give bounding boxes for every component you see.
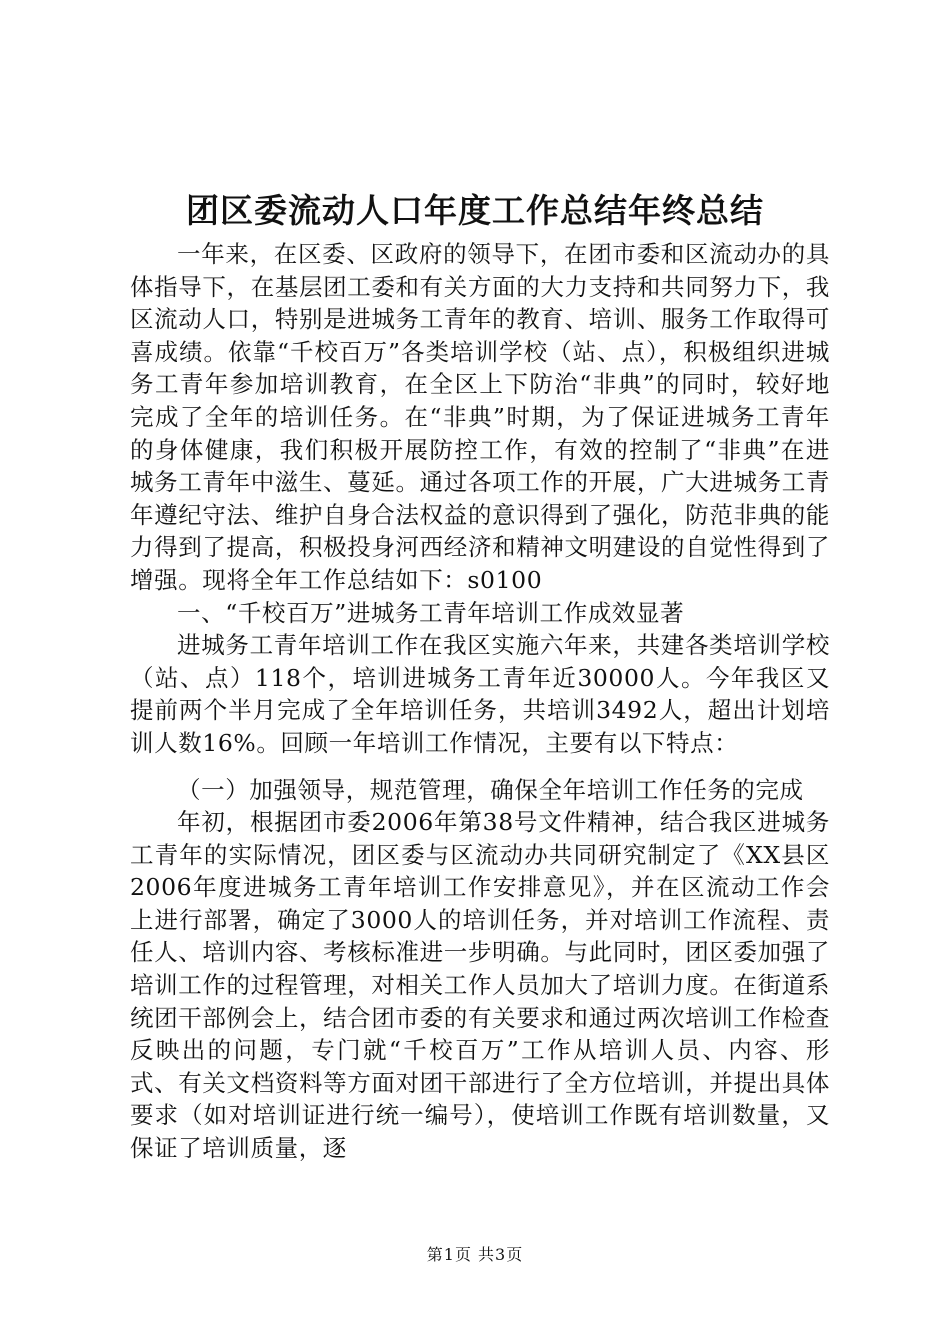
document-title: 团区委流动人口年度工作总结年终总结 [186, 191, 764, 230]
section-heading-1: 一、“千校百万”进城务工青年培训工作成效显著 [177, 598, 685, 627]
intro-paragraph: 一年来，在区委、区政府的领导下，在团市委和区流动办的具体指导下，在基层团工委和有关方面的大力支持和共同努力下，我区流动人口，特别是进城务工青年的教育、培训、服务工作取得可喜成绩。依靠“千校百万”各类培训学校（站、点），积极组织进城务工青年参加培训教育，在全区上下防治“非典”的同时，较好地完成了全年的培训任务。在“非典”时期，为了保证进城务工青年的身体健康，我们积极开展防控工作，有效的控制了“非典”在进城务工青年中滋生、蔓延。通过各项工作的开展，广大进城务工青年遵纪守法、维护自身合法权益的意识得到了强化，防范非典的能力得到了提高，积极投身河西经济和精神文明建设的自觉性得到了增强。现将全年工作总结如下：s0100 [130, 240, 830, 594]
subsection-heading-1: （一）加强领导，规范管理，确保全年培训工作任务的完成 [177, 775, 804, 804]
subsection-1-paragraph: 年初，根据团市委2006年第38号文件精神，结合我区进城务工青年的实际情况，团区委与区流动办共同研究制定了《XX县区2006年度进城务工青年培训工作安排意见》，并在区流动工作会上进行部署，确定了3000人的培训任务，并对培训工作流程、责任人、培训内容、考核标准进一步明确。与此同时，团区委加强了培训工作的过程管理，对相关工作人员加大了培训力度。在街道系统团干部例会上，结合团市委的有关要求和通过两次培训工作检查反映出的问题，专门就“千校百万”工作从培训人员、内容、形式、有关文档资料等方面对团干部进行了全方位培训，并提出具体要求（如对培训证进行统一编号），使培训工作既有培训数量，又保证了培训质量，逐 [130, 808, 830, 1163]
document-body [130, 238, 830, 1165]
section-1-paragraph: 进城务工青年培训工作在我区实施六年来，共建各类培训学校（站、点）118个，培训进城务工青年近30000人。今年我区又提前两个半月完成了全年培训任务，共培训3492人，超出计划培训人数16%。回顾一年培训工作情况，主要有以下特点： [130, 631, 830, 757]
page-footer: 第1页 共3页 [426, 1245, 524, 1264]
